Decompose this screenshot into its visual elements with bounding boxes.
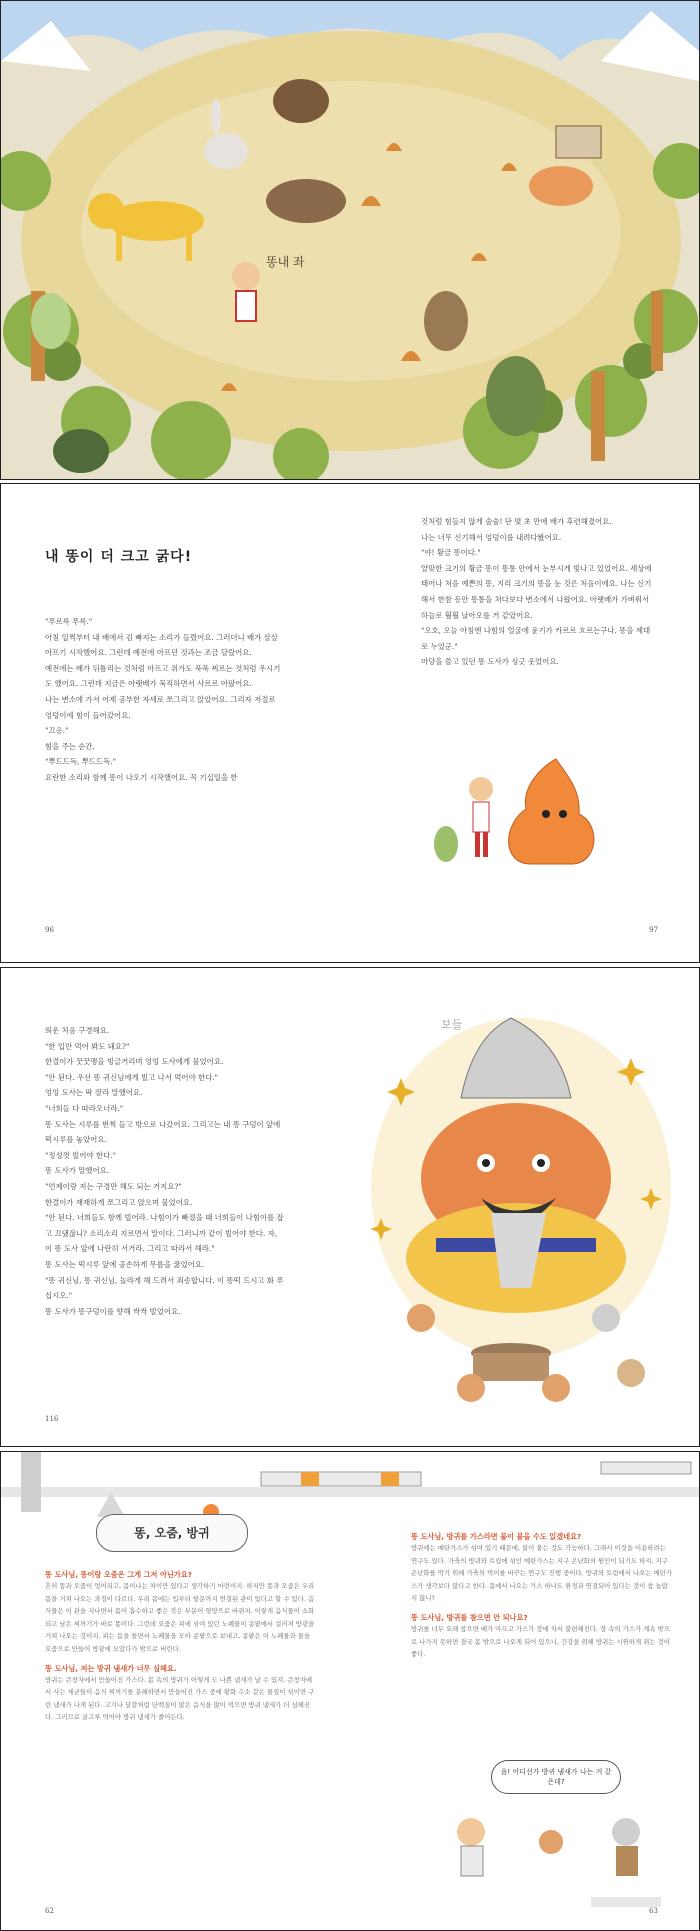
page-number: 97 xyxy=(649,926,658,934)
left-page-text xyxy=(45,614,283,786)
qa-block xyxy=(45,1664,317,1724)
info-spread-62-63 xyxy=(0,1451,700,1931)
paragraph: 힘을 주는 순간, xyxy=(45,741,95,751)
paragraph: 나는 너무 신기해서 엉덩이를 내려다봤어요. xyxy=(421,532,562,542)
paragraph: 한결이가 꿋꿋맹을 빙글거리며 엉엉 도사에게 물었어요. xyxy=(45,1057,224,1067)
question: 똥 도사님, 똥이랑 오줌은 그게 그저 아닌가요? xyxy=(45,1570,192,1579)
paragraph: 나는 변소에 가서 어제 공부한 자세로 쪼그리고 앉았어요. 그리자 저절로 엉덩이에 힘이 들어갔어요. xyxy=(45,694,276,720)
qa-block xyxy=(45,1570,317,1656)
page-text xyxy=(45,1023,285,1319)
paragraph: 똥 도사가 똥구덩이를 향해 싹싹 빌었어요. xyxy=(45,1306,181,1316)
paragraph: 한결이가 재재하게 쪼그리고 앉으며 물었어요. xyxy=(45,1197,193,1207)
page-number: 116 xyxy=(45,1415,59,1423)
qa-block xyxy=(411,1613,673,1661)
poop-village-illustration xyxy=(1,1,699,479)
sparkle-text: 보들 xyxy=(441,1018,463,1031)
poop-sage-illustration xyxy=(361,988,681,1428)
question: 똥 도사님, 저는 방귀 냄새가 너무 심해요. xyxy=(45,1663,177,1673)
paragraph: 똥 도사는 시루를 번쩍 들고 밖으로 나갔어요. 그리고는 내 똥 구덩이 앞에 떡시루를 놓았어요. xyxy=(45,1119,281,1145)
paragraph: 띄운 처음 구경해요. xyxy=(45,1026,110,1035)
paragraph: "오호, 오늘 아침엔 나힘의 얼굴에 윤기가 카르르 흐르는구나. 똥을 제대로 누었군." xyxy=(421,626,651,651)
paragraph: 똥 도사가 말했어요. xyxy=(45,1166,110,1176)
answer: 흔히 똥과 오줌이 엉어리고, 몸이나는 차이만 있다고 생각하기 마련이지. 하지만 똥과 오줌은 우리 몸을 거쳐 나오는 과정이 다르다. 우리 몸에는 입부터 항문까지 연결된 관이 있다고 할 수 있다. 음식물은 이 관을 지나면서 몸이 흡수하고 좋은 작은 부분이 영양으로 바뀌지. 이렇게 음식물이 소화되고 남은 찌꺼기가 바로 똥이다. 그런데 오줌은 피에 섞여 있던 노폐물이 콩팥에서 걸러져 방광을 거쳐 나오는 것이지. 피는 몸을 돌면서 노폐물을 모아 콩팥으로 보내고, 콩팥은 이 노폐물과 물을 오줌으로 만들어 방광에 모았다가 밖으로 버린다. xyxy=(45,1582,315,1653)
page-number: 63 xyxy=(649,1907,658,1915)
story-page-116 xyxy=(0,967,700,1447)
answer: 방귀를 너무 오래 참으면 배가 아프고 가스가 장에 차서 불편해진다. 장 속의 가스가 계속 밖으로 나가지 못하면 결국 몸 밖으로 나오게 되어 있으니, 건강을 위해 방귀는 시원하게 뀌는 것이 좋다. xyxy=(411,1624,670,1659)
right-column xyxy=(411,1532,673,1669)
paragraph: "똥 귀신님, 똥 귀신님, 놀라게 해 드려서 죄송합니다. 이 똥떡 드시고 화 푸십시오." xyxy=(45,1275,284,1301)
answer: 방귀에는 메탄가스가 섞여 있기 때문에, 불이 붙는 것도 가능하다. 그래서 이것을 이용하려는 연구도 있다. 가축의 방귀와 트림에 섞인 메탄가스는 지구 온난화의 원인이 되기도 하지. 지구 온난화를 막기 위해 가축의 먹이를 바꾸는 연구도 진행 중이다. 방귀와 트림에서 나오는 메탄가스가 생각보다 많다고 한다. 몸에서 나오는 가스 하나도 환경과 연결되어 있다는 것이 참 놀랍지 않니? xyxy=(411,1544,672,1603)
paragraph: 엉엉 도사는 딱 잘라 말했어요. xyxy=(45,1088,143,1098)
paragraph: "야! 황금 똥이다." xyxy=(421,548,481,558)
paragraph: "뿌드드득, 뿌드드득." xyxy=(45,757,116,767)
sign-text: 똥내 좌 xyxy=(266,255,305,269)
right-page-text xyxy=(421,514,657,670)
question: 똥 도사님, 방귀를 가스라면 불이 붙을 수도 있겠네요? xyxy=(411,1532,582,1541)
page-number: 62 xyxy=(45,1907,54,1915)
paragraph: "안 된다. 너희들도 함께 빌어라. 나힘이가 빠졌을 때 너희들이 나힘이를 잡고 끄댔잖니? 소리소리 지르면서 말이다. 그러니까 같이 빌어야 한다. 자, 이 똥 도사 앞에 나란히 서거라. 그리고 따라서 해라." xyxy=(45,1213,284,1254)
answer: 방귀는 큰창자에서 만들어진 가스다. 몸 속의 방귀가 어떻게 도 나쁜 냄새가 날 수 있지. 큰창자에서 사는 세균들이 음식 찌꺼기를 분해하면서 만들어진 가스 중에 황화 수소 같은 물질이 섞이면 구린 냄새가 나게 된다. 고기나 달걀처럼 단백질이 많은 음식을 많이 먹으면 방귀 냄새가 더 심해진다. 그러므로 골고루 먹어야 방귀 냄새가 줄어든다. xyxy=(45,1675,315,1722)
paragraph: "안 된다. 우선 똥 귀신님에게 빌고 나서 먹어야 한다." xyxy=(45,1072,219,1082)
paragraph: 예전에는 배가 뒤틀리는 것처럼 아프고 쥐가도 푹푹 찌르는 것처럼 우시기도 했어요. 그런데 지금은 아랫배가 묵직하면서 사르르 아팠어요. xyxy=(45,663,281,689)
paragraph: "한 입만 먹어 봐도 돼요?" xyxy=(45,1041,130,1051)
paragraph: "너희들 다 따라오너라." xyxy=(45,1103,124,1113)
paragraph: "끄응." xyxy=(45,726,69,736)
question: 똥 도사님, 방귀를 참으면 안 되나요? xyxy=(411,1612,528,1622)
speech-bubble xyxy=(491,1760,621,1794)
paragraph: 것처럼 힘들지 않게 술술! 단 몇 초 만에 배가 후련해졌어요. xyxy=(421,517,612,526)
chapter-title: 내 똥이 더 크고 굵다! xyxy=(45,549,193,565)
paragraph: "정성껏 빌어야 한다." xyxy=(45,1150,116,1160)
paragraph: 마당을 쓸고 있던 똥 도사가 싱긋 웃었어요. xyxy=(421,657,559,667)
boy-and-golden-poop-illustration xyxy=(431,754,611,874)
left-column xyxy=(45,1570,317,1732)
speech-text: 음! 어디선가 방귀 냄새가 나는 거 같은데? xyxy=(500,1768,612,1786)
paragraph: 알맞한 크기의 황금 똥이 똥통 안에서 눈부시게 빛나고 있었어요. 세상에 태어나 처음 예쁜의 똥, 지리 크기의 똥을 눈 것은 처음이에요. 나는 신기해서 한참 동안 똥통을 쳐다보다 변소에서 나왔어요. 아랫배가 가벼워서 하늘로 훨훨 날아오를 거 같았어요. xyxy=(421,563,652,620)
paragraph: "언제이랑 저는 구경만 해도 되는 거지요?" xyxy=(45,1181,182,1191)
section-banner xyxy=(96,1514,248,1552)
qa-block xyxy=(411,1532,673,1605)
paragraph: 요란한 소리와 함께 똥이 나오기 시작했어요. 꼭 기십일을 한 xyxy=(45,772,238,782)
paragraph: 똥 도사는 떡시루 앞에 공손하게 무릎을 꿇었어요. xyxy=(45,1259,205,1269)
paragraph: "푸르륵 푸륵." xyxy=(45,617,93,626)
illustration-panel xyxy=(0,0,700,480)
page-number: 96 xyxy=(45,926,54,934)
paragraph: 아침 일찍부터 내 배에서 김 빠지는 소리가 들렸어요. 그러더니 배가 살살 아프기 시작했어요. 그런데 예전에 아프던 것과는 조금 달랐어요. xyxy=(45,632,278,658)
banner-title: 똥, 오줌, 방귀 xyxy=(134,1526,210,1540)
story-spread-96-97 xyxy=(0,483,700,963)
characters-illustration xyxy=(441,1802,661,1912)
